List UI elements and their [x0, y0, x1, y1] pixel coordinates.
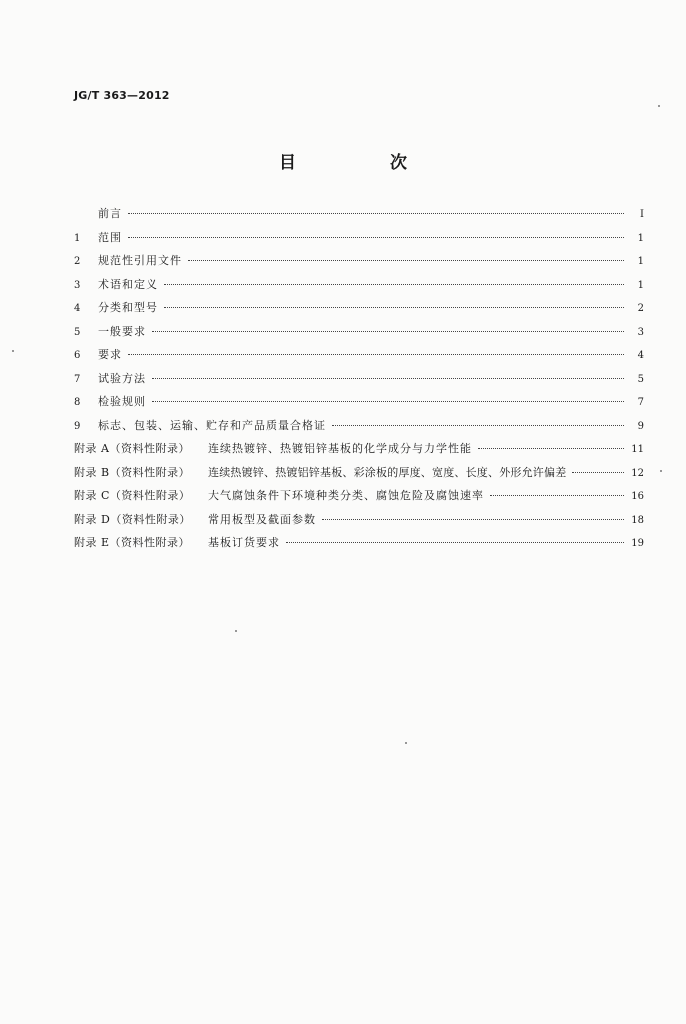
- toc-entry-page: 2: [637, 303, 644, 314]
- toc-entry-page: 19: [631, 538, 644, 549]
- toc-entry-page: 5: [637, 373, 644, 385]
- dot-leader: [152, 378, 624, 379]
- toc-entry-label: 试验方法: [98, 371, 146, 385]
- toc-entry-page: 1: [637, 232, 644, 244]
- toc-entry-label: 检验规则: [98, 395, 146, 408]
- toc-entry-annex-b[interactable]: [74, 464, 644, 488]
- toc-entry-page: 7: [637, 397, 644, 408]
- toc-entry-number: 3: [74, 279, 81, 291]
- toc-entry-number: 7: [74, 373, 81, 385]
- toc-entry-scope[interactable]: [74, 229, 644, 253]
- toc-entry-page: 1: [637, 256, 644, 267]
- toc-entry-label: 标志、包装、运输、贮存和产品质量合格证: [98, 418, 326, 432]
- annex-label: 附录 C（资料性附录）: [74, 489, 191, 502]
- dot-leader: [164, 307, 624, 308]
- toc-entry-marking-packaging[interactable]: [74, 417, 644, 441]
- toc-entry-number: 2: [74, 256, 81, 267]
- toc-entry-label: 常用板型及截面参数: [208, 512, 316, 526]
- toc-entry-label: 连续热镀锌、热镀铝锌基板、彩涂板的厚度、宽度、长度、外形允许偏差: [208, 465, 567, 479]
- toc-entry-page: 11: [631, 444, 644, 455]
- toc-entry-label: 前言: [98, 207, 122, 220]
- scan-speck: [658, 105, 660, 107]
- toc-entry-inspection-rules[interactable]: [74, 393, 644, 417]
- toc-entry-page: Ⅰ: [640, 209, 644, 220]
- toc-entry-general-requirements[interactable]: [74, 323, 644, 347]
- toc-entry-page: 16: [631, 491, 644, 502]
- toc-entry-foreword[interactable]: [74, 205, 644, 229]
- toc-entry-page: 18: [631, 514, 644, 526]
- dot-leader: [332, 425, 624, 426]
- toc-entry-label: 范围: [98, 230, 122, 244]
- toc-entry-page: 12: [631, 467, 644, 479]
- annex-label: 附录 E（资料性附录）: [74, 536, 191, 549]
- toc-entry-number: 6: [74, 350, 81, 361]
- dot-leader: [164, 284, 624, 285]
- table-of-contents: [74, 205, 644, 558]
- toc-entry-annex-d[interactable]: [74, 511, 644, 535]
- toc-entry-label: 规范性引用文件: [98, 254, 182, 267]
- toc-entry-requirements[interactable]: [74, 346, 644, 370]
- annex-label: 附录 A（资料性附录）: [74, 442, 190, 455]
- toc-entry-terms[interactable]: [74, 276, 644, 300]
- dot-leader: [572, 472, 624, 473]
- toc-entry-label: 要求: [98, 348, 122, 361]
- dot-leader: [286, 542, 624, 543]
- toc-entry-annex-c[interactable]: [74, 487, 644, 511]
- dot-leader: [128, 213, 624, 214]
- dot-leader: [152, 331, 624, 332]
- dot-leader: [128, 354, 624, 355]
- toc-entry-label: 一般要求: [98, 324, 146, 338]
- toc-title: 目 次: [279, 153, 451, 173]
- toc-entry-test-methods[interactable]: [74, 370, 644, 394]
- annex-label: 附录 B（资料性附录）: [74, 465, 191, 479]
- dot-leader: [322, 519, 624, 520]
- document-code: JG/T 363—2012: [74, 89, 170, 102]
- toc-entry-annex-a[interactable]: [74, 440, 644, 464]
- dot-leader: [188, 260, 624, 261]
- dot-leader: [478, 448, 624, 449]
- toc-entry-page: 3: [637, 326, 644, 338]
- toc-entry-number: 1: [74, 232, 81, 244]
- toc-entry-normative-references[interactable]: [74, 252, 644, 276]
- toc-entry-number: 4: [74, 303, 81, 314]
- toc-entry-page: 9: [637, 420, 644, 432]
- toc-entry-label: 术语和定义: [98, 277, 158, 291]
- toc-entry-label: 基板订货要求: [208, 536, 280, 549]
- scan-speck: [405, 742, 407, 744]
- scan-speck: [12, 350, 14, 352]
- toc-entry-classification[interactable]: [74, 299, 644, 323]
- toc-entry-label: 大气腐蚀条件下环境种类分类、腐蚀危险及腐蚀速率: [208, 489, 484, 502]
- annex-label: 附录 D（资料性附录）: [74, 512, 191, 526]
- toc-entry-annex-e[interactable]: [74, 534, 644, 558]
- toc-entry-number: 8: [74, 397, 81, 408]
- toc-entry-number: 9: [74, 420, 81, 432]
- scan-speck: [660, 470, 662, 472]
- toc-entry-number: 5: [74, 326, 81, 338]
- toc-entry-label: 分类和型号: [98, 301, 158, 314]
- toc-entry-page: 4: [637, 350, 644, 361]
- toc-entry-label: 连续热镀锌、热镀铝锌基板的化学成分与力学性能: [208, 442, 472, 455]
- dot-leader: [490, 495, 624, 496]
- toc-entry-page: 1: [637, 279, 644, 291]
- dot-leader: [128, 237, 624, 238]
- scan-speck: [235, 630, 237, 632]
- dot-leader: [152, 401, 624, 402]
